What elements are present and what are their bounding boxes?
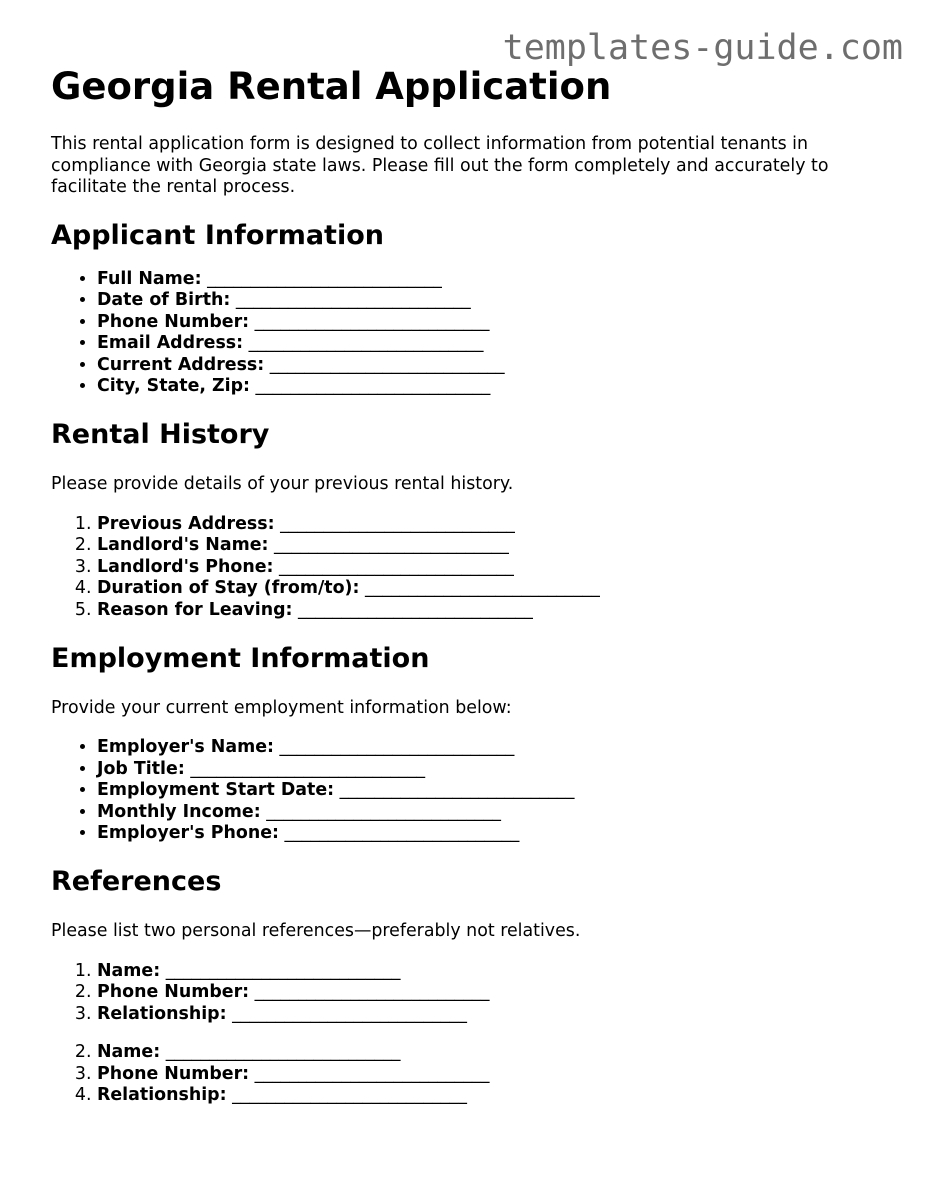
form-field-item — [97, 961, 891, 983]
form-field-item — [97, 312, 891, 334]
field-blank-line[interactable]: ___________________________ — [298, 599, 533, 620]
field-label: City, State, Zip: — [97, 376, 250, 397]
field-label: Email Address: — [97, 333, 244, 354]
form-field-item — [97, 290, 891, 312]
field-label: Reason for Leaving: — [97, 599, 293, 620]
field-label: Relationship: — [97, 1085, 227, 1106]
field-blank-line[interactable]: ___________________________ — [232, 1003, 467, 1024]
employment-description: Provide your current employment information below: — [51, 697, 512, 718]
field-label: Full Name: — [97, 268, 202, 289]
page-title: Georgia Rental Application — [51, 65, 612, 108]
field-label: Landlord's Name: — [97, 535, 269, 556]
form-field-item — [97, 1085, 891, 1107]
applicant-fields — [51, 269, 891, 399]
field-blank-line[interactable]: ___________________________ — [207, 268, 442, 289]
field-blank-line[interactable]: ___________________________ — [274, 535, 509, 556]
form-field-item — [97, 269, 891, 291]
field-blank-line[interactable]: ___________________________ — [165, 1042, 401, 1063]
rental-section — [51, 418, 891, 621]
intro-paragraph: This rental application form is designed to collect information from potential tenants in compliance with Georgia state laws. Please fill out the form completely and accurately to facilitate the rental process. — [51, 134, 829, 197]
form-field-item — [97, 535, 891, 557]
employment-fields — [51, 737, 891, 845]
field-blank-line[interactable]: ___________________________ — [248, 333, 484, 354]
field-blank-line[interactable]: ___________________________ — [339, 780, 575, 801]
field-label: Employment Start Date: — [97, 780, 335, 801]
field-blank-line[interactable]: ___________________________ — [280, 513, 515, 534]
form-field-item — [97, 823, 891, 845]
form-field-item — [97, 1064, 891, 1086]
field-label: Phone Number: — [97, 311, 250, 332]
field-blank-line[interactable]: ___________________________ — [266, 801, 501, 822]
field-blank-line[interactable]: ___________________________ — [190, 758, 426, 779]
field-blank-line[interactable]: ___________________________ — [232, 1085, 467, 1106]
watermark: templates-guide.com — [502, 28, 903, 68]
applicant-heading: Applicant Information — [51, 219, 384, 251]
form-field-item — [97, 759, 891, 781]
document-page — [51, 64, 891, 1107]
form-field-item — [97, 1004, 891, 1026]
field-blank-line[interactable]: ___________________________ — [165, 960, 401, 981]
field-label: Current Address: — [97, 354, 265, 375]
references-description: Please list two personal references—preferably not relatives. — [51, 921, 581, 941]
field-label: Job Title: — [97, 758, 185, 779]
field-label: Monthly Income: — [97, 801, 261, 822]
reference-1-fields — [51, 961, 891, 1026]
field-blank-line[interactable]: ___________________________ — [254, 311, 490, 332]
field-label: Duration of Stay (from/to): — [97, 578, 360, 599]
form-field-item — [97, 333, 891, 355]
references-heading: References — [51, 866, 222, 897]
employment-section — [51, 642, 891, 845]
field-blank-line[interactable]: ___________________________ — [254, 1063, 490, 1084]
field-blank-line[interactable]: ___________________________ — [235, 290, 471, 311]
field-label: Landlord's Phone: — [97, 556, 274, 577]
form-field-item — [97, 780, 891, 802]
references-section — [51, 865, 891, 1107]
form-field-item — [97, 514, 891, 536]
rental-heading: Rental History — [51, 419, 270, 451]
reference-2-fields — [51, 1042, 891, 1107]
form-field-item — [97, 355, 891, 377]
field-label: Previous Address: — [97, 513, 275, 534]
field-blank-line[interactable]: ___________________________ — [269, 354, 505, 375]
field-blank-line[interactable]: ___________________________ — [279, 556, 514, 577]
field-label: Name: — [97, 960, 161, 981]
form-field-item — [97, 982, 891, 1004]
form-field-item — [97, 737, 891, 759]
form-field-item — [97, 802, 891, 824]
field-label: Employer's Phone: — [97, 823, 279, 844]
field-label: Phone Number: — [97, 1063, 250, 1084]
form-field-item — [97, 376, 891, 398]
field-blank-line[interactable]: ___________________________ — [255, 376, 491, 397]
field-label: Date of Birth: — [97, 290, 231, 311]
field-blank-line[interactable]: ___________________________ — [279, 737, 515, 758]
applicant-section — [51, 219, 891, 399]
form-field-item — [97, 578, 891, 600]
form-field-item — [97, 557, 891, 579]
field-label: Phone Number: — [97, 982, 250, 1003]
rental-description: Please provide details of your previous rental history. — [51, 474, 514, 495]
form-field-item — [97, 600, 891, 622]
field-blank-line[interactable]: ___________________________ — [254, 982, 490, 1003]
field-label: Name: — [97, 1042, 161, 1063]
field-label: Relationship: — [97, 1003, 227, 1024]
rental-fields — [51, 514, 891, 622]
field-label: Employer's Name: — [97, 737, 274, 758]
employment-heading: Employment Information — [51, 642, 430, 674]
form-field-item — [97, 1042, 891, 1064]
field-blank-line[interactable]: ___________________________ — [365, 578, 600, 599]
field-blank-line[interactable]: ___________________________ — [284, 823, 520, 844]
